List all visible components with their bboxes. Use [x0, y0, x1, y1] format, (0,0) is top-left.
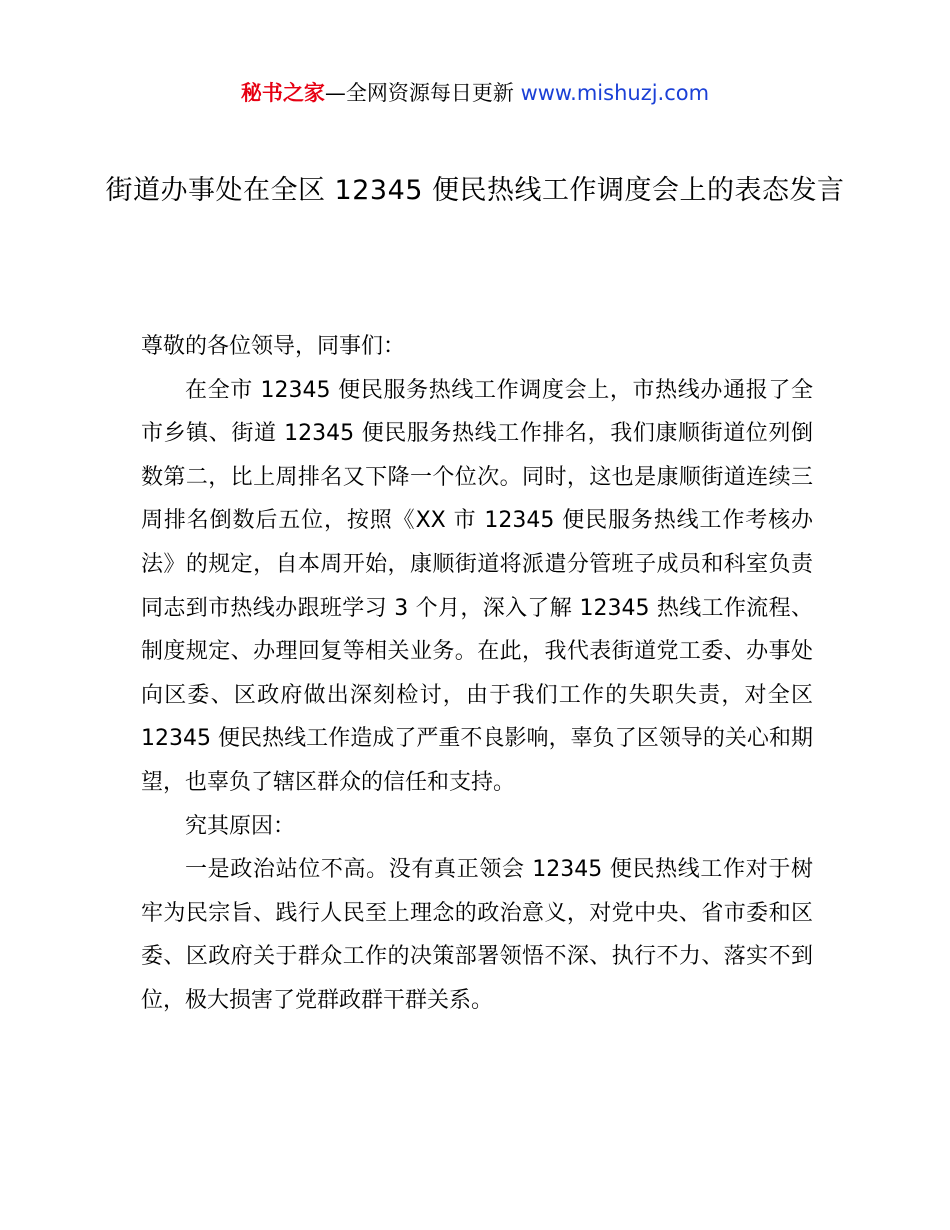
paragraph: 究其原因： — [185, 813, 296, 839]
paragraph: 在全市 12345 便民服务热线工作调度会上，市热线办通报了全市乡镇、街道 12345 便民服务热线工作排名，我们康顺街道位列倒数第二，比上周排名又下降一个位次。同时，这也是康顺街道连续三周排名倒数后五位，按照《XX 市 12345 便民服务热线工作考核办法》的规定，自本周开始，康顺街道将派遣分管班子成员和科室负责同志到市热线办跟班学习 3 个月，深入了解 12345 热线工作流程、制度规定、办理回复等相关业务。在此，我代表街道党工委、办事处向区委、区政府做出深刻检讨，由于我们工作的失职失责，对全区 12345 便民热线工作造成了严重不良影响，辜负了区领导的关心和期望，也辜负了辖区群众的信任和支持。 — [141, 377, 813, 795]
paragraph: 一是政治站位不高。没有真正领会 12345 便民热线工作对于树牢为民宗旨、践行人民至上理念的政治意义，对党中央、省市委和区委、区政府关于群众工作的决策部署领悟不深、执行不力、落实不到位，极大损害了党群政群干群关系。 — [141, 857, 813, 1013]
salutation: 尊敬的各位领导，同事们： — [141, 334, 406, 359]
site-url-link[interactable]: www.mishuzj.com — [520, 81, 710, 105]
header-slogan: —全网资源每日更新 — [324, 81, 521, 105]
document-title: 街道办事处在全区 12345 便民热线工作调度会上的表态发言 — [105, 175, 845, 206]
brand-name: 秘书之家 — [240, 81, 325, 105]
site-header — [0, 78, 950, 108]
document-body — [141, 325, 813, 1023]
